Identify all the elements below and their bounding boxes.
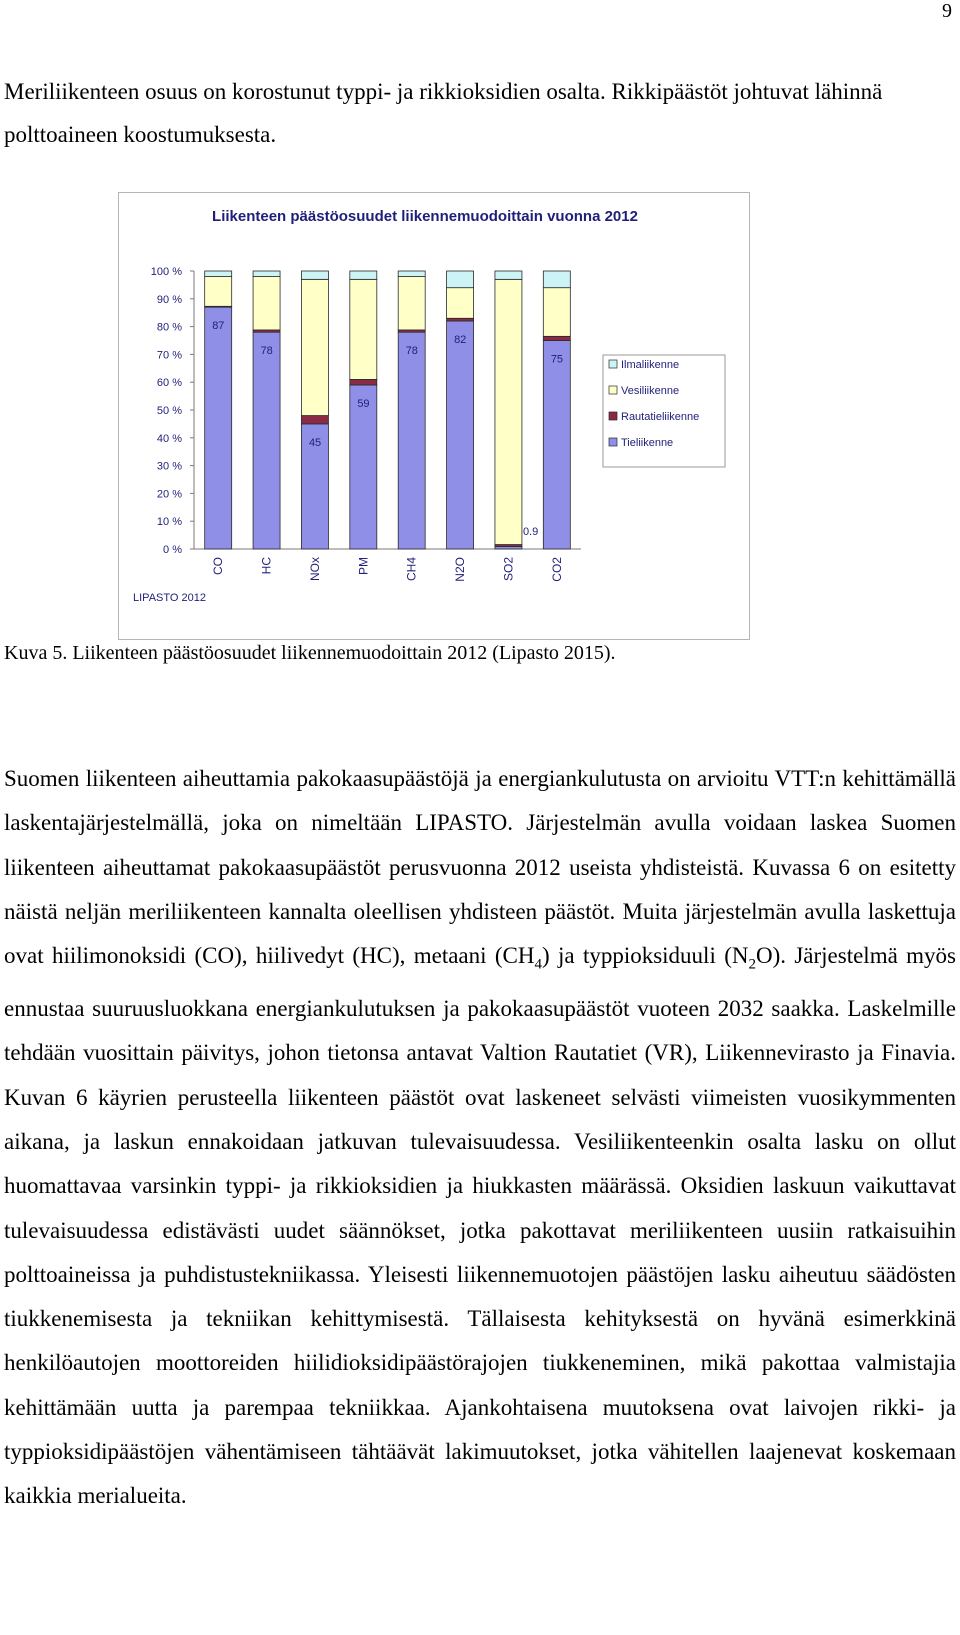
bar-segment-rautatieliikenne: [350, 379, 377, 385]
y-tick-label: 50 %: [156, 405, 182, 417]
body-text-part-2: ) ja typpioksiduuli (N: [541, 943, 749, 969]
data-label: 75: [550, 353, 564, 366]
y-tick-label: 0 %: [163, 544, 182, 556]
x-category-label: HC: [259, 557, 274, 575]
chart-source-label: LIPASTO 2012: [133, 592, 206, 604]
bar-segment-ilmaliikenne: [447, 271, 474, 288]
data-label: 45: [308, 436, 322, 449]
chart-figure: [118, 192, 750, 640]
bar-segment-ilmaliikenne: [543, 271, 570, 288]
bar-segment-vesiliikenne: [398, 277, 425, 330]
y-tick-label: 80 %: [156, 321, 182, 334]
bar-segment-vesiliikenne: [301, 279, 328, 415]
stacked-bar-chart: [119, 193, 749, 639]
bar-segment-ilmaliikenne: [205, 271, 232, 277]
bar-segment-tieliikenne: [253, 332, 280, 549]
bar-segment-ilmaliikenne: [253, 271, 280, 277]
x-category-label: CO2: [549, 557, 564, 582]
n2o-subscript: 2: [748, 956, 756, 973]
y-tick-label: 70 %: [156, 349, 182, 362]
bar-segment-rautatieliikenne: [543, 336, 570, 340]
x-category-label: NOx: [307, 557, 322, 581]
y-tick-label: 20 %: [156, 488, 182, 501]
data-label: 59: [357, 397, 370, 410]
data-label: 87: [212, 320, 225, 333]
body-text-part-3: O). Järjestelmä myös ennustaa suuruusluokkana energiankulutuksen ja pakokaasupäästöt vuoteen 2032 saakka. Laskelmille tehdään vuosittain päivitys, johon tietonsa antavat Valtion Rautatiet (VR), Liikennevirasto ja Finavia. Kuvan 6 käyrien perusteella liikenteen päästöt ovat laskeneet selvästi viimeisten vuosikymmenten aikana, ja laskun ennakoidaan jatkuvan tulevaisuudessa. Vesiliikenteenkin osalta lasku on ollut huomattavaa varsinkin typpi- ja rikkioksidien ja hiukkasten määrässä. Oksidien laskuun vaikuttavat tulevaisuudessa edistävästi uudet säännökset, jotka pakottavat meriliikenteen uusiin ratkaisuihin polttoaineissa ja puhdistustekniikassa. Yleisesti liikennemuotojen päästöjen lasku aiheutuu säädösten tiukkenemisesta ja tekniikan kehittymisestä. Tällaisesta kehityksestä on hyvänä esimerkkinä henkilöautojen moottoreiden hiilidioksidipäästörajojen tiukkeneminen, mikä pakottaa valmistajia kehittämään uutta ja parempaa tekniikkaa. Ajankohtaisena muutoksena ovat laivojen rikki- ja typpioksidipäästöjen vähentämiseen tähtäävät lakimuutokset, jotka vähitellen laajenevat koskemaan kaikkia merialueita.: [4, 943, 956, 1509]
chart-title: Liikenteen päästöosuudet liikennemuodoittain vuonna 2012: [212, 208, 638, 225]
data-label: 82: [454, 334, 467, 347]
legend-label: Rautatieliikenne: [621, 411, 700, 423]
x-category-label: N2O: [453, 557, 468, 582]
ch4-subscript: 4: [534, 956, 542, 973]
bar-segment-ilmaliikenne: [350, 271, 377, 279]
y-tick-label: 30 %: [156, 460, 182, 473]
bar-segment-rautatieliikenne: [301, 416, 328, 424]
legend-label: Ilmaliikenne: [621, 359, 680, 371]
x-category-label: CO: [211, 557, 226, 575]
x-category-label: CH4: [404, 557, 419, 582]
legend-label: Tieliikenne: [621, 437, 674, 449]
intro-paragraph: Meriliikenteen osuus on korostunut typpi- ja rikkioksidien osalta. Rikkipäästöt johtuvat lähinnä polttoaineen koostumuksesta.: [4, 79, 883, 147]
y-tick-label: 60 %: [156, 377, 182, 390]
bar-segment-rautatieliikenne: [447, 318, 474, 321]
bar-segment-vesiliikenne: [350, 279, 377, 379]
bar-segment-ilmaliikenne: [495, 271, 522, 279]
y-tick-label: 10 %: [156, 516, 182, 529]
bar-segment-tieliikenne: [398, 332, 425, 549]
legend-swatch: [609, 360, 617, 368]
legend-swatch: [609, 438, 617, 446]
data-label: 78: [260, 345, 273, 358]
bar-segment-tieliikenne: [205, 307, 232, 549]
data-label: 0.9: [522, 526, 539, 538]
bar-segment-tieliikenne: [543, 341, 570, 550]
bar-segment-tieliikenne: [447, 321, 474, 549]
y-tick-label: 100 %: [150, 266, 182, 278]
bar-segment-vesiliikenne: [495, 279, 522, 544]
bar-segment-ilmaliikenne: [398, 271, 425, 277]
bar-segment-ilmaliikenne: [301, 271, 328, 279]
data-label: 78: [405, 345, 418, 358]
x-category-label: PM: [356, 557, 371, 575]
page-number: 9: [942, 0, 952, 22]
body-paragraph: [4, 757, 956, 1519]
bar-segment-vesiliikenne: [447, 288, 474, 319]
legend-label: Vesiliikenne: [621, 385, 680, 397]
body-text-part-1: Suomen liikenteen aiheuttamia pakokaasupäästöjä ja energiankulutusta on arvioitu VTT:n kehittämällä laskentajärjestelmällä, joka on nimeltään LIPASTO. Järjestelmän avulla voidaan laskea Suomen liikenteen aiheuttamat pakokaasupäästöt perusvuonna 2012 useista yhdisteistä. Kuvassa 6 on esitetty näistä neljän meriliikenteen kannalta oleellisen yhdisteen päästöt. Muita järjestelmän avulla laskettuja ovat hiilimonoksidi (CO), hiilivedyt (HC), metaani (CH: [4, 766, 956, 969]
bar-segment-vesiliikenne: [543, 288, 570, 337]
legend-swatch: [609, 386, 617, 394]
y-tick-label: 40 %: [156, 432, 182, 445]
bar-segment-vesiliikenne: [253, 277, 280, 330]
y-tick-label: 90 %: [156, 293, 182, 306]
figure-caption: Kuva 5. Liikenteen päästöosuudet liikennemuodoittain 2012 (Lipasto 2015).: [4, 642, 616, 664]
legend-swatch: [609, 412, 617, 420]
x-category-label: SO2: [501, 557, 516, 582]
bar-segment-vesiliikenne: [205, 277, 232, 307]
